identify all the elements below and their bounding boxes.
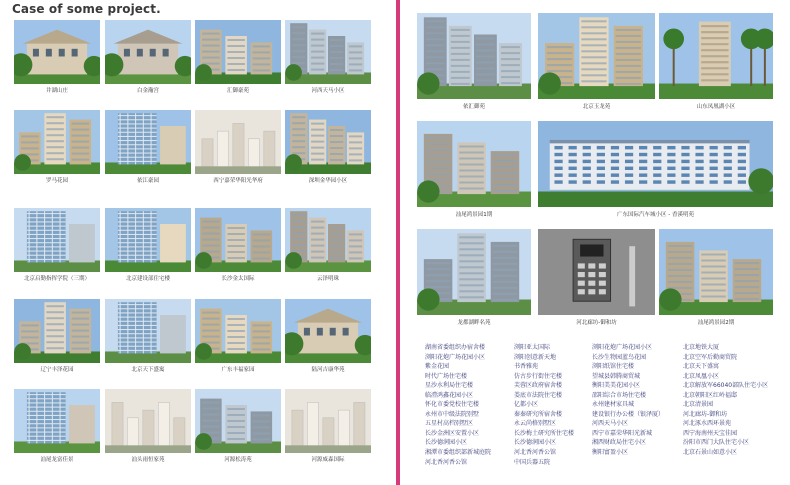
project-list-item: 河北涿水西环景苑 [683,420,732,428]
model-photo [285,389,371,453]
project-list-item: 北京石景山如意小区 [683,449,738,457]
project-tile [195,299,281,375]
project-list-item: 湘潭市委组织部新城庭院 [425,449,492,457]
project-list-item: 临澧鸿鑫花园小区 [425,391,474,399]
project-caption: 辽宁丰泽花园 [40,367,74,373]
project-caption: 北京启勤指挥学院（三期） [23,276,90,282]
project-list-item: 五星村高档别墅区 [425,420,474,428]
project-caption: 山东凤凰湖小区 [696,104,736,110]
project-list-item: 浏阳亚太国际 [514,344,551,351]
project-tile [285,20,371,96]
project-caption: 广东丰福家园 [221,367,255,373]
project-list-item: 北京清景园 [683,401,714,409]
project-list-item: 长沙德润园小区 [514,439,557,447]
tower-photo [195,20,281,84]
tower-photo [14,299,100,363]
project-caption: 深圳金华园小区 [308,178,348,184]
project-list-item: 北京朝阳区红岭福邸 [683,391,738,399]
project-tile [14,299,100,375]
project-tile [538,13,655,112]
project-list-item: 望城县韩腾商贸城 [592,372,641,380]
project-caption: 汕头雨恒家苑 [131,457,165,463]
project-caption: 汕尾鸿景园1期 [455,212,493,218]
project-list-item: 亿都小区 [514,401,539,409]
project-list-item: 浏阳创意新天地 [514,353,557,361]
project-list-item: 怀化市委党校住宅楼 [425,401,480,409]
glass-tower-photo [105,299,191,363]
project-tile [14,110,100,186]
project-caption: 长沙金太国际 [221,276,255,282]
project-caption: 井湖山庄 [45,88,68,94]
project-caption: 河西天马小区 [311,88,345,94]
project-tile [538,121,773,220]
project-list-col-4 [683,343,768,458]
villa-photo [105,20,191,84]
project-list-item: 星沙水利局住宅楼 [425,382,474,390]
project-tile [14,20,100,96]
project-tile [195,20,281,96]
project-caption: 陆河吉康华苑 [311,367,345,373]
project-list-item: 长沙生物园蓝鸟花园 [592,353,647,361]
project-caption: 汕尾鸿景园2期 [697,320,735,326]
project-caption: 依江豪园 [136,178,159,184]
project-caption: 北京玉龙苑 [582,104,611,110]
project-list-item: 永云尚格别墅区 [514,420,557,428]
project-list-item: 书香雅苑 [514,363,539,371]
gate-photo [285,299,371,363]
project-list-item: 秦秦研究所宿舍楼 [514,410,563,418]
project-tile [195,389,281,465]
project-list-item: 建设银行办公楼（银泽厦） [592,410,665,418]
project-caption: 河源威森国际 [311,457,345,463]
palm-photo [659,13,773,99]
project-tile [417,229,531,328]
project-list-item: 娄底市法院住宅楼 [514,391,563,399]
tower-photo [195,208,281,272]
project-list-item: 河北廊坊-御和坊 [683,410,728,418]
tower-photo [285,20,371,84]
project-list-item: 西宁市嘉荣华阳光新城 [592,429,653,437]
project-tile [105,110,191,186]
project-tile [659,229,773,328]
glass-tower-photo [14,389,100,453]
glass-tower-photo [14,208,100,272]
project-list-item: 北京凤凰小区 [683,372,720,380]
project-list-item: 衡阳富盈小区 [592,449,629,457]
tower-photo [417,229,531,315]
project-list-item: 北京解放军66040部队住宅小区 [683,382,769,390]
project-list-item: 长沙金洲区安置小区 [425,429,480,437]
project-list-item: 芙蓉区政府宿舍楼 [514,382,563,390]
tower-photo [195,299,281,363]
project-tile [538,229,655,328]
project-list-item: 邵阳综合市场住宅楼 [592,391,647,399]
project-list-item: 河北香河香公馆 [425,458,468,466]
project-tile [14,389,100,465]
project-caption: 北京天下盛寓 [131,367,165,373]
project-list-item: 汾阳市西门大队住宅小区 [683,439,750,447]
project-tile [105,299,191,375]
tower-photo [659,229,773,315]
project-caption: 河源松涛苑 [224,457,252,463]
project-tile [105,20,191,96]
project-list-item: 北京地铁大厦 [683,344,720,351]
intercom-photo [538,229,655,315]
project-list-item: 长沙梅土研究所住宅楼 [514,429,575,437]
villa-photo [14,20,100,84]
project-list-col-2 [514,343,574,467]
project-list-item: 长沙德润园小区 [425,439,468,447]
project-caption: 北京建设部住宅楼 [125,276,170,282]
model-photo [105,389,191,453]
project-list-item: 永州市中级法院别墅 [425,410,480,418]
project-list-col-1 [425,343,491,467]
glass-tower-photo [105,110,191,174]
project-tile [105,389,191,465]
project-list-item: 紫金花园 [425,363,450,371]
tower-photo [285,110,371,174]
project-tile [659,13,773,112]
project-tile [285,299,371,375]
glass-tower-photo [105,208,191,272]
project-caption: 依汇御苑 [462,104,485,110]
project-list-item: 河北香河香公馆 [514,449,557,457]
project-caption: 汇御豪苑 [226,88,249,94]
project-tile [14,208,100,284]
project-caption: 白金瀚宫 [136,88,159,94]
project-tile [285,389,371,465]
project-caption: 广东国际汽车城小区 - 香溪明苑 [617,212,694,218]
project-list-item: 中国兵器五院 [514,458,551,466]
project-caption: 河北廊坊-御和坊 [576,320,617,326]
project-list-col-3 [592,343,664,458]
tower-photo [14,110,100,174]
project-list-item: 北京天下盛寓 [683,363,720,371]
model-photo [195,110,281,174]
building-photo [538,121,773,207]
page-heading: Case of some project. [12,2,161,16]
project-caption: 龙都湖畔名苑 [457,320,491,326]
project-caption: 汕尾龙富佳景 [40,457,74,463]
project-list-item: 湖南省委组织办宿舍楼 [425,344,486,351]
project-list-item: 西宁海南州天宝佳园 [683,429,738,437]
project-list-item: 浏阳纸馆住宅楼 [592,363,635,371]
project-list-item: 仿古步行街住宅楼 [514,372,563,380]
project-list-item: 浏阳花炮广场花园小区 [592,344,653,351]
project-list-item: 衡阳美美花园小区 [592,382,641,390]
project-caption: 罗马花园 [45,178,68,184]
project-tile [417,121,531,220]
tower-photo [195,389,281,453]
project-list-item: 河西天马小区 [592,420,629,428]
project-caption: 西宁嘉荣华阳光华府 [213,178,263,184]
project-list-item: 永州建材家具城 [592,401,635,409]
tower-photo [538,13,655,99]
project-tile [285,208,371,284]
project-tile [417,13,531,112]
project-list-item: 浏阳花炮广场花园小区 [425,353,486,361]
project-tile [105,208,191,284]
right-page [400,0,790,485]
project-list-item: 湘西财政局住宅小区 [592,439,647,447]
tower-photo [285,208,371,272]
tower-photo [417,13,531,99]
project-tile [195,110,281,186]
project-list-item: 北京空军后勤商贸院 [683,353,738,361]
tower-photo [417,121,531,207]
project-list-item: 时代广场住宅楼 [425,372,468,380]
project-tile [195,208,281,284]
project-caption: 云泽明珠 [316,276,339,282]
project-tile [285,110,371,186]
